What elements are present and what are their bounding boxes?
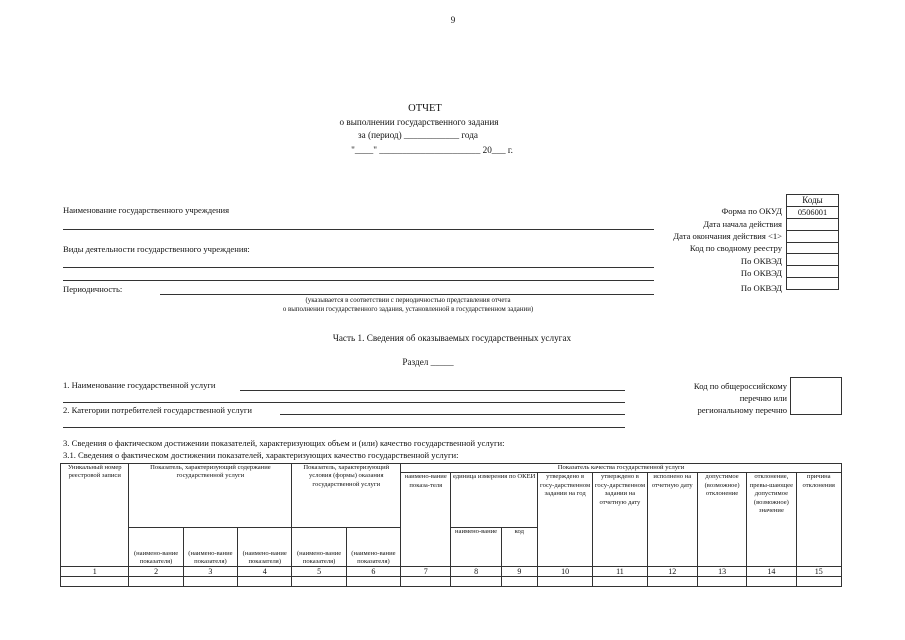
part1-title: Часть 1. Сведения об оказываемых государственных услугах xyxy=(332,333,572,343)
header-registry: Уникальный номер реестровой записи xyxy=(61,464,129,567)
header-approved-date: утверждено в госу-дарственном задании на отчетную дату xyxy=(593,473,647,567)
data-cell xyxy=(61,577,129,587)
data-cell xyxy=(537,577,592,587)
registry-code-label-3: региональному перечню xyxy=(697,405,787,415)
column-number: 11 xyxy=(593,567,647,577)
header-quality: Показатель качества государственной услуги xyxy=(401,464,842,473)
service-name-line-2 xyxy=(63,402,625,403)
header-approved-year: утверждено в госу-дарственном задании на год xyxy=(537,473,592,567)
column-number: 14 xyxy=(747,567,796,577)
okved-value-1 xyxy=(787,254,839,266)
column-number: 13 xyxy=(697,567,746,577)
report-title: ОТЧЕТ xyxy=(408,103,442,114)
codes-header: Коды xyxy=(787,195,839,207)
okved-value-3 xyxy=(787,278,839,290)
okved-value-2 xyxy=(787,266,839,278)
header-conditions: Показатель, характеризующий условия (формы) оказания государственной услуги xyxy=(292,464,401,528)
header-executed: исполнено на отчетную дату xyxy=(647,473,697,567)
data-cell xyxy=(697,577,746,587)
periodicity-label: Периодичность: xyxy=(63,284,123,294)
data-cell xyxy=(401,577,451,587)
registry-code-box xyxy=(790,377,842,415)
column-number: 4 xyxy=(238,567,292,577)
codes-table xyxy=(786,194,839,290)
activity-types-label: Виды деятельности государственного учреждения: xyxy=(63,244,250,254)
okved-label-1: По ОКВЭД xyxy=(740,256,782,266)
start-date-value xyxy=(787,218,839,230)
column-number: 1 xyxy=(61,567,129,577)
column-number: 12 xyxy=(647,567,697,577)
activity-line-2 xyxy=(63,280,654,281)
data-cell xyxy=(238,577,292,587)
header-exceeding-deviation: отклонение, превы-шающее допустимое (возможное) значение xyxy=(747,473,796,567)
periodicity-note-1: (указывается в соответствии с периодичностью представления отчета xyxy=(305,297,511,304)
okud-code: 0506001 xyxy=(787,206,839,218)
column-number: 3 xyxy=(183,567,237,577)
registry-code-value xyxy=(787,242,839,254)
activity-line-1 xyxy=(63,267,654,268)
consumers-line-1 xyxy=(280,414,625,415)
service-name-line-1 xyxy=(240,390,625,391)
quality-indicators-table xyxy=(60,463,842,587)
page-number: 9 xyxy=(450,15,456,25)
institution-name-line xyxy=(63,229,654,230)
column-number: 15 xyxy=(796,567,841,577)
subheader-name-5: (наимено-вание показателя) xyxy=(292,528,346,567)
consumers-label: 2. Категории потребителей государственной услуги xyxy=(63,405,252,415)
data-cell xyxy=(292,577,346,587)
end-date-value xyxy=(787,230,839,242)
registry-code-label-1: Код по общероссийскому xyxy=(693,381,787,391)
data-cell xyxy=(501,577,537,587)
report-date: "____" ______________________ 20___ г. xyxy=(351,145,513,155)
subheader-unit-code: код xyxy=(501,528,537,567)
header-unit: единица измерения по ОКЕИ xyxy=(451,473,538,528)
header-indicator-name: наимено-вание показа-теля xyxy=(401,473,451,567)
column-number: 8 xyxy=(451,567,501,577)
column-number: 5 xyxy=(292,567,346,577)
subheader-name-6: (наимено-вание показателя) xyxy=(346,528,400,567)
subheader-name-3: (наимено-вание показателя) xyxy=(183,528,237,567)
data-cell xyxy=(129,577,183,587)
okved-label-2: По ОКВЭД xyxy=(740,268,782,278)
data-cell xyxy=(346,577,400,587)
consumers-line-2 xyxy=(63,427,625,428)
periodicity-note-2: о выполнении государственного задания, установленной в государственном задании) xyxy=(282,306,534,313)
report-subtitle: о выполнении государственного задания xyxy=(339,117,499,127)
service-name-label: 1. Наименование государственной услуги xyxy=(63,380,216,390)
column-number: 7 xyxy=(401,567,451,577)
column-number: 9 xyxy=(501,567,537,577)
header-reason: причина отклонения xyxy=(796,473,841,567)
column-number: 2 xyxy=(129,567,183,577)
data-cell xyxy=(647,577,697,587)
okved-label-3: По ОКВЭД xyxy=(740,283,782,293)
registry-code-label: Код по сводному реестру xyxy=(689,243,782,253)
subheader-name-2: (наимено-вание показателя) xyxy=(129,528,183,567)
header-content: Показатель, характеризующий содержание государственной услуги xyxy=(129,464,292,528)
column-number: 10 xyxy=(537,567,592,577)
data-cell xyxy=(183,577,237,587)
data-cell xyxy=(451,577,501,587)
subheader-name-4: (наимено-вание показателя) xyxy=(238,528,292,567)
start-date-label: Дата начала действия xyxy=(703,219,782,229)
okud-label: Форма по ОКУД xyxy=(721,206,782,216)
item31-text: 3.1. Сведения о фактическом достижении показателей, характеризующих качество государственной услуги: xyxy=(63,450,459,460)
subheader-unit-name: наимено-вание xyxy=(451,528,501,567)
report-period: за (период) ____________ года xyxy=(358,130,478,140)
section-label: Раздел _____ xyxy=(402,357,454,367)
institution-name-label: Наименование государственного учреждения xyxy=(63,205,230,215)
data-cell xyxy=(593,577,647,587)
registry-code-label-2: перечню или xyxy=(739,393,787,403)
column-number: 6 xyxy=(346,567,400,577)
end-date-label: Дата окончания действия <1> xyxy=(673,231,782,241)
item3-text: 3. Сведения о фактическом достижении показателей, характеризующих объем и (или) качество государственной услуги: xyxy=(63,438,505,448)
data-cell xyxy=(747,577,796,587)
data-cell xyxy=(796,577,841,587)
periodicity-line xyxy=(160,294,654,295)
header-allowed-deviation: допустимое (возможное) отклонение xyxy=(697,473,746,567)
